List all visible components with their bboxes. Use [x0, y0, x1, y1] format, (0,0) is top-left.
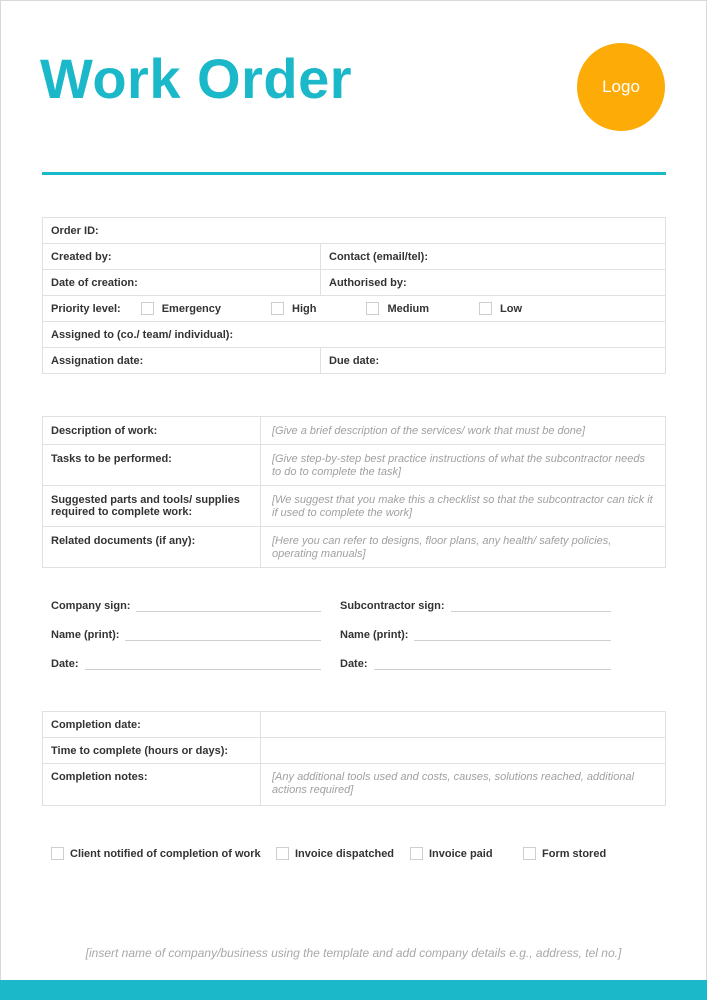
priority-low[interactable]: Low — [479, 302, 542, 315]
subcontractor-sign-line[interactable] — [451, 602, 611, 612]
check-invoice-dispatched[interactable]: Invoice dispatched — [276, 847, 410, 860]
subcontractor-name-line[interactable] — [414, 631, 611, 641]
priority-high[interactable]: High — [271, 302, 336, 315]
checkbox[interactable] — [410, 847, 423, 860]
order-id-field[interactable]: Order ID: — [43, 218, 666, 244]
checkbox[interactable] — [523, 847, 536, 860]
subcontractor-name-row[interactable] — [340, 629, 611, 641]
check-client-notified[interactable]: Client notified of completion of work — [51, 847, 276, 860]
subcontractor-date-row[interactable] — [340, 658, 611, 670]
authorised-by-field[interactable]: Authorised by: — [321, 270, 666, 296]
created-by-field[interactable]: Created by: — [43, 244, 321, 270]
priority-row — [43, 296, 666, 322]
completion-notes-label: Completion notes: — [43, 764, 261, 806]
tasks-label: Tasks to be performed: — [43, 445, 261, 486]
company-sign-line[interactable] — [136, 602, 321, 612]
parts-tools-field[interactable]: [We suggest that you make this a checklist so that the subcontractor can tick it if used to complete the work] — [261, 486, 666, 527]
assigned-to-field[interactable]: Assigned to (co./ team/ individual): — [43, 322, 666, 348]
subcontractor-sign-label: Subcontractor sign: — [340, 600, 445, 612]
status-checklist — [51, 847, 606, 860]
assignation-date-field[interactable]: Assignation date: — [43, 348, 321, 374]
checkbox[interactable] — [276, 847, 289, 860]
contact-field[interactable]: Contact (email/tel): — [321, 244, 666, 270]
subcontractor-date-label: Date: — [340, 658, 368, 670]
subcontractor-date-line[interactable] — [374, 660, 611, 670]
subcontractor-name-label: Name (print): — [340, 629, 409, 641]
checkbox[interactable] — [271, 302, 284, 315]
completion-notes-field[interactable]: [Any additional tools used and costs, causes, solutions reached, additional actions required] — [261, 764, 666, 806]
description-field[interactable]: [Give a brief description of the services/ work that must be done] — [261, 417, 666, 445]
company-sign-row[interactable] — [51, 600, 321, 612]
checkbox[interactable] — [366, 302, 379, 315]
priority-medium[interactable]: Medium — [366, 302, 449, 315]
related-docs-field[interactable]: [Here you can refer to designs, floor plans, any health/ safety policies, operating manuals] — [261, 527, 666, 568]
company-details-note: [insert name of company/business using the template and add company details e.g., address, tel no.] — [85, 946, 622, 960]
priority-label: Priority level: — [51, 302, 121, 315]
completion-table — [42, 711, 666, 806]
footer-bar — [0, 980, 707, 1000]
checkbox[interactable] — [51, 847, 64, 860]
tasks-field[interactable]: [Give step-by-step best practice instructions of what the subcontractor needs to do to complete the task] — [261, 445, 666, 486]
completion-date-label: Completion date: — [43, 712, 261, 738]
company-date-label: Date: — [51, 658, 79, 670]
company-sign-label: Company sign: — [51, 600, 131, 612]
work-description-table — [42, 416, 666, 568]
company-name-row[interactable] — [51, 629, 321, 641]
time-to-complete-field[interactable] — [261, 738, 666, 764]
logo-placeholder: Logo — [577, 43, 665, 131]
checkbox[interactable] — [141, 302, 154, 315]
description-label: Description of work: — [43, 417, 261, 445]
page-title: Work Order — [40, 47, 353, 110]
time-to-complete-label: Time to complete (hours or days): — [43, 738, 261, 764]
date-of-creation-field[interactable]: Date of creation: — [43, 270, 321, 296]
company-name-line[interactable] — [125, 631, 321, 641]
related-docs-label: Related documents (if any): — [43, 527, 261, 568]
company-date-line[interactable] — [85, 660, 321, 670]
completion-date-field[interactable] — [261, 712, 666, 738]
company-name-label: Name (print): — [51, 629, 120, 641]
check-form-stored[interactable]: Form stored — [523, 847, 606, 860]
order-details-table — [42, 217, 666, 374]
due-date-field[interactable]: Due date: — [321, 348, 666, 374]
checkbox[interactable] — [479, 302, 492, 315]
company-date-row[interactable] — [51, 658, 321, 670]
title-divider — [42, 172, 666, 175]
subcontractor-sign-row[interactable] — [340, 600, 611, 612]
parts-tools-label: Suggested parts and tools/ supplies required to complete work: — [43, 486, 261, 527]
check-invoice-paid[interactable]: Invoice paid — [410, 847, 523, 860]
priority-emergency[interactable]: Emergency — [141, 302, 241, 315]
